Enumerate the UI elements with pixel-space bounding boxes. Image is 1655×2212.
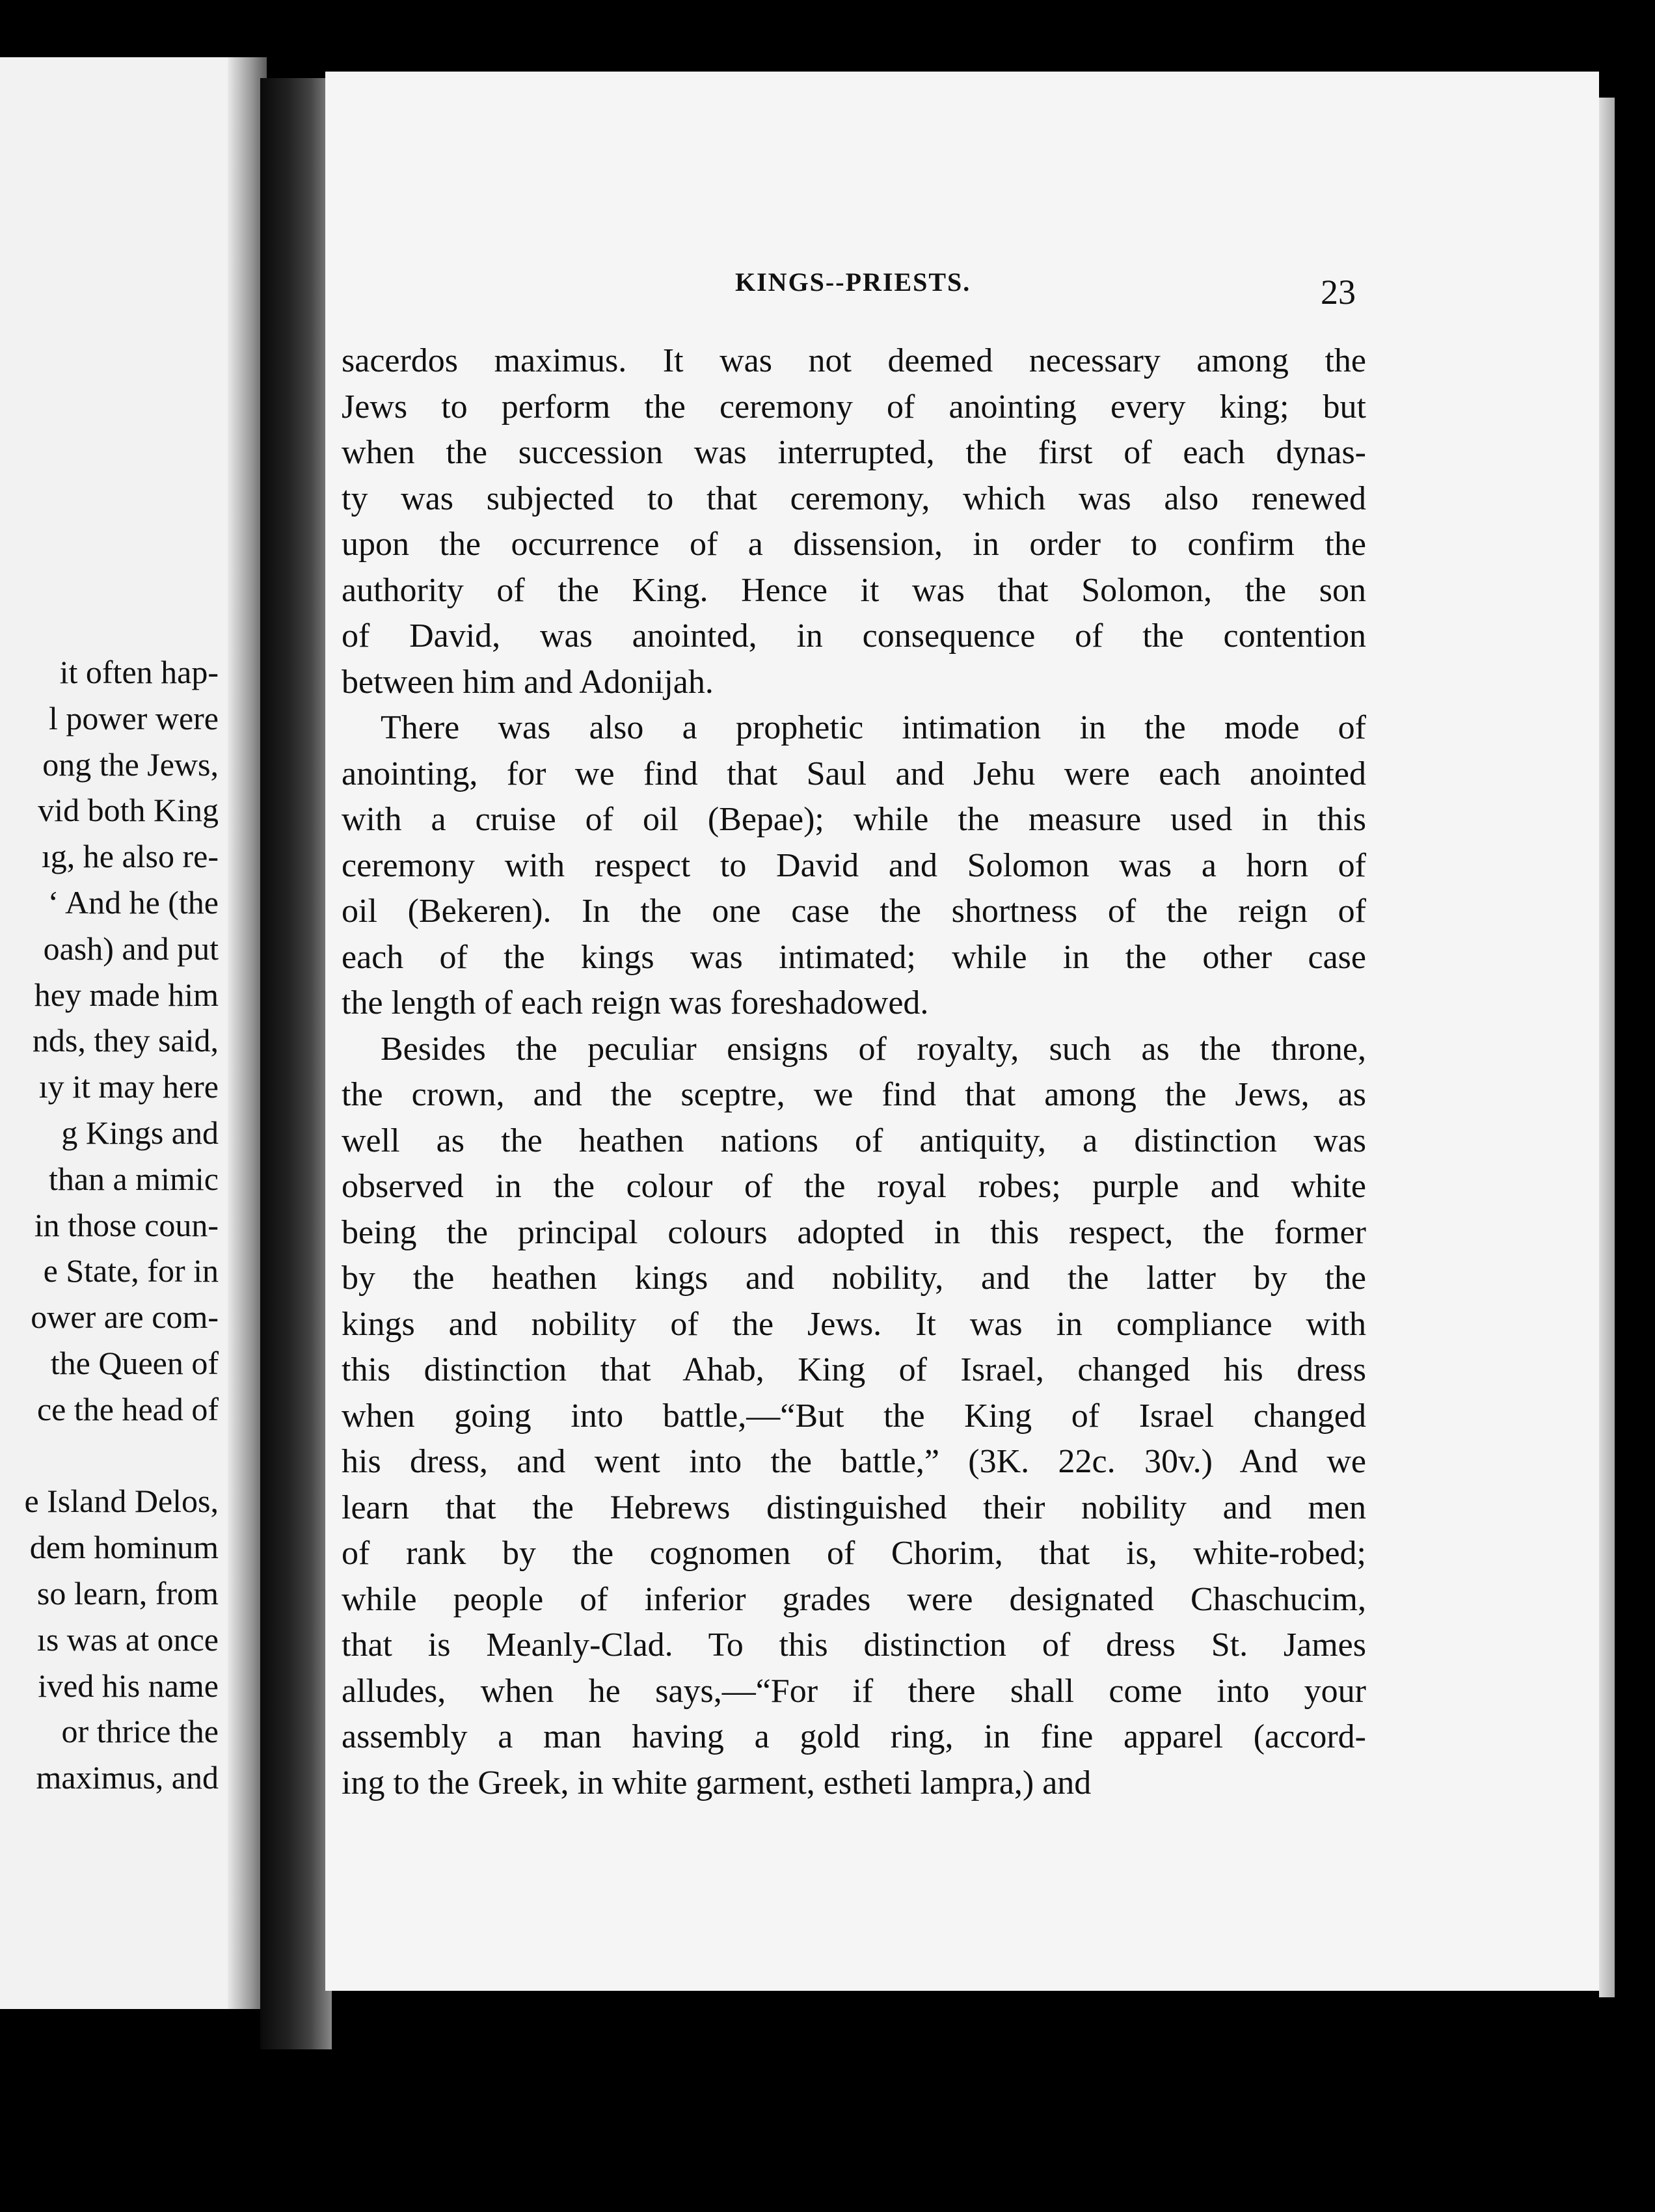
text-line: sacerdos maximus. It was not deemed necessary among the xyxy=(342,342,1366,379)
previous-page-line: ived his name xyxy=(38,1667,219,1704)
previous-page-line: or thrice the xyxy=(61,1713,219,1750)
previous-page-line: vid both King xyxy=(38,792,219,829)
previous-page-line: ower are com- xyxy=(31,1299,219,1336)
page-number: 23 xyxy=(1321,273,1356,312)
text-line: each of the kings was intimated; while in the other case xyxy=(342,938,1366,976)
previous-page-line: g Kings and xyxy=(61,1114,219,1151)
text-line: alludes, when he says,—“For if there shall come into your xyxy=(342,1672,1366,1710)
previous-page-line: e Island Delos, xyxy=(24,1483,219,1520)
previous-page-line: ce the head of xyxy=(36,1390,219,1427)
text-line: while people of inferior grades were designated Chaschucim, xyxy=(342,1580,1366,1618)
text-line: learn that the Hebrews distinguished their nobility and men xyxy=(342,1489,1366,1526)
previous-page-line: oash) and put xyxy=(43,930,219,967)
text-line: between him and Adonijah. xyxy=(342,663,714,701)
previous-page-line: so learn, from xyxy=(36,1575,219,1612)
text-line: upon the occurrence of a dissension, in order to confirm the xyxy=(342,526,1366,563)
paragraph xyxy=(342,1027,1366,1807)
book-binding-shadow xyxy=(260,78,332,2049)
text-line: of David, was anointed, in consequence of the contention xyxy=(342,617,1366,654)
previous-page-line: dem hominum xyxy=(29,1529,219,1566)
text-line: the length of each reign was foreshadowed. xyxy=(342,984,929,1021)
text-line: ceremony with respect to David and Solomon was a horn of xyxy=(342,846,1366,884)
text-line: his dress, and went into the battle,” (3K. 22c. 30v.) And we xyxy=(342,1443,1366,1480)
previous-page-line: e State, for in xyxy=(43,1252,219,1289)
previous-page-line: l power were xyxy=(49,699,219,736)
text-line: oil (Bekeren). In the one case the shortness of the reign of xyxy=(342,893,1366,930)
previous-page-line: ong the Jews, xyxy=(42,746,219,783)
text-line: that is Meanly-Clad. To this distinction of dress St. James xyxy=(342,1626,1366,1664)
running-head: KINGS--PRIESTS. xyxy=(735,267,971,297)
text-line: the crown, and the sceptre, we find that among the Jews, as xyxy=(342,1076,1366,1113)
text-line: being the principal colours adopted in this respect, the former xyxy=(342,1213,1366,1251)
previous-page-line: the Queen of xyxy=(50,1345,219,1381)
text-line: when the succession was interrupted, the first of each dynas- xyxy=(342,434,1366,471)
text-line: There was also a prophetic intimation in the mode of xyxy=(381,709,1366,746)
text-line: Jews to perform the ceremony of anointing every king; but xyxy=(342,388,1366,425)
previous-page-line: hey made him xyxy=(34,976,219,1013)
previous-page-line: than a mimic xyxy=(48,1160,219,1197)
previous-page-line: ıs was at once xyxy=(36,1621,219,1658)
text-line: Besides the peculiar ensigns of royalty, such as the throne, xyxy=(381,1030,1366,1068)
paragraph xyxy=(342,338,1366,705)
text-line: by the heathen kings and nobility, and the latter by the xyxy=(342,1260,1366,1297)
body-text xyxy=(342,338,1366,1806)
previous-page-line: ıy it may here xyxy=(38,1068,219,1105)
paragraph xyxy=(342,705,1366,1027)
previous-page-line: it often hap- xyxy=(59,654,219,690)
text-line: well as the heathen nations of antiquity, a distinction was xyxy=(342,1122,1366,1159)
page-edge xyxy=(1599,98,1615,1997)
text-line: assembly a man having a gold ring, in fine apparel (accord- xyxy=(342,1718,1366,1755)
previous-page-line: nds, they said, xyxy=(32,1022,219,1059)
text-line: ty was subjected to that ceremony, which was also renewed xyxy=(342,479,1366,517)
previous-page xyxy=(0,57,267,2009)
text-line: kings and nobility of the Jews. It was in compliance with xyxy=(342,1305,1366,1343)
previous-page-line: ıg, he also re- xyxy=(41,838,219,875)
text-line: this distinction that Ahab, King of Israel, changed his dress xyxy=(342,1351,1366,1388)
text-line: anointing, for we find that Saul and Jehu were each anointed xyxy=(342,755,1366,792)
previous-page-line: ‘ And he (the xyxy=(47,884,219,921)
text-line: observed in the colour of the royal robes; purple and white xyxy=(342,1168,1366,1205)
previous-page-line: maximus, and xyxy=(36,1759,219,1796)
text-line: of rank by the cognomen of Chorim, that is, white-robed; xyxy=(342,1535,1366,1572)
text-line: with a cruise of oil (Bepae); while the measure used in this xyxy=(342,801,1366,838)
text-line: when going into battle,—“But the King of Israel changed xyxy=(342,1397,1366,1435)
text-line: authority of the King. Hence it was that Solomon, the son xyxy=(342,571,1366,609)
text-line: ing to the Greek, in white garment, estheti lampra,) and xyxy=(342,1764,1092,1801)
previous-page-line: in those coun- xyxy=(34,1206,219,1243)
